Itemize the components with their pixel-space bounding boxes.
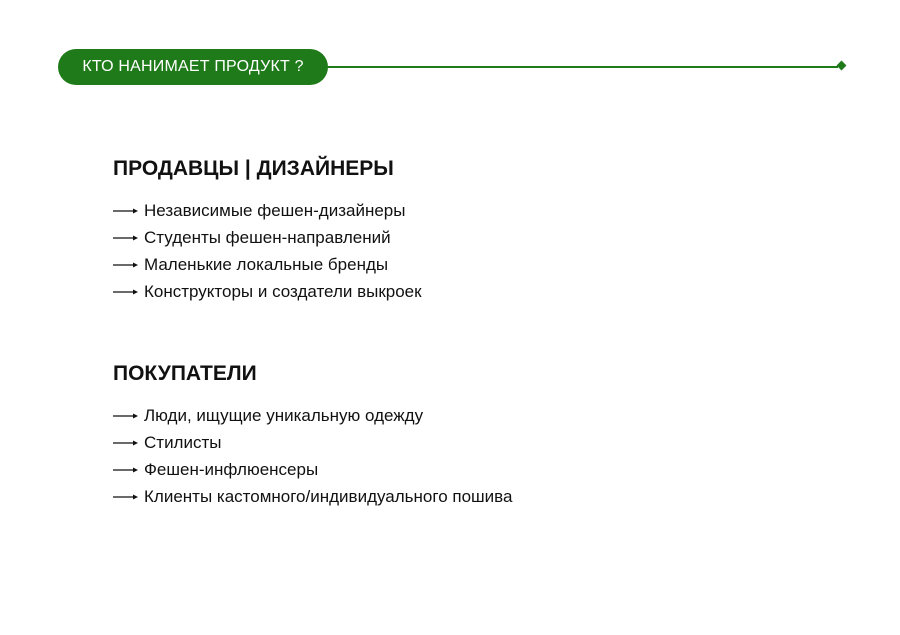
header-title-pill — [58, 49, 328, 85]
diamond-icon — [837, 61, 847, 71]
arrow-right-icon — [113, 288, 139, 296]
list-item-label: Стилисты — [144, 432, 222, 452]
list-item-label: Клиенты кастомного/индивидуального пошива — [144, 486, 513, 506]
list-item — [113, 278, 422, 305]
arrow-right-icon — [113, 234, 139, 242]
list-item-label: Независимые фешен-дизайнеры — [144, 200, 406, 220]
list-item — [113, 197, 422, 224]
list-item-label: Маленькие локальные бренды — [144, 254, 389, 274]
arrow-right-icon — [113, 412, 139, 420]
list-item — [113, 483, 512, 510]
list-item — [113, 224, 422, 251]
list-item — [113, 429, 512, 456]
section-title: ПОКУПАТЕЛИ — [113, 362, 257, 385]
sellers-section — [113, 156, 422, 305]
header-title: КТО НАНИМАЕТ ПРОДУКТ ? — [82, 58, 304, 75]
list-item-label: Конструкторы и создатели выкроек — [144, 281, 422, 301]
header-divider-line — [326, 66, 838, 68]
buyers-list — [113, 402, 512, 510]
arrow-right-icon — [113, 439, 139, 447]
arrow-right-icon — [113, 207, 139, 215]
list-item — [113, 456, 512, 483]
buyers-section — [113, 361, 512, 510]
sellers-list — [113, 197, 422, 305]
section-title: ПРОДАВЦЫ | ДИЗАЙНЕРЫ — [113, 157, 394, 180]
list-item — [113, 402, 512, 429]
list-item-label: Студенты фешен-направлений — [144, 227, 391, 247]
list-item-label: Фешен-инфлюенсеры — [144, 459, 319, 479]
arrow-right-icon — [113, 466, 139, 474]
list-item — [113, 251, 422, 278]
arrow-right-icon — [113, 261, 139, 269]
arrow-right-icon — [113, 493, 139, 501]
list-item-label: Люди, ищущие уникальную одежду — [144, 405, 424, 425]
